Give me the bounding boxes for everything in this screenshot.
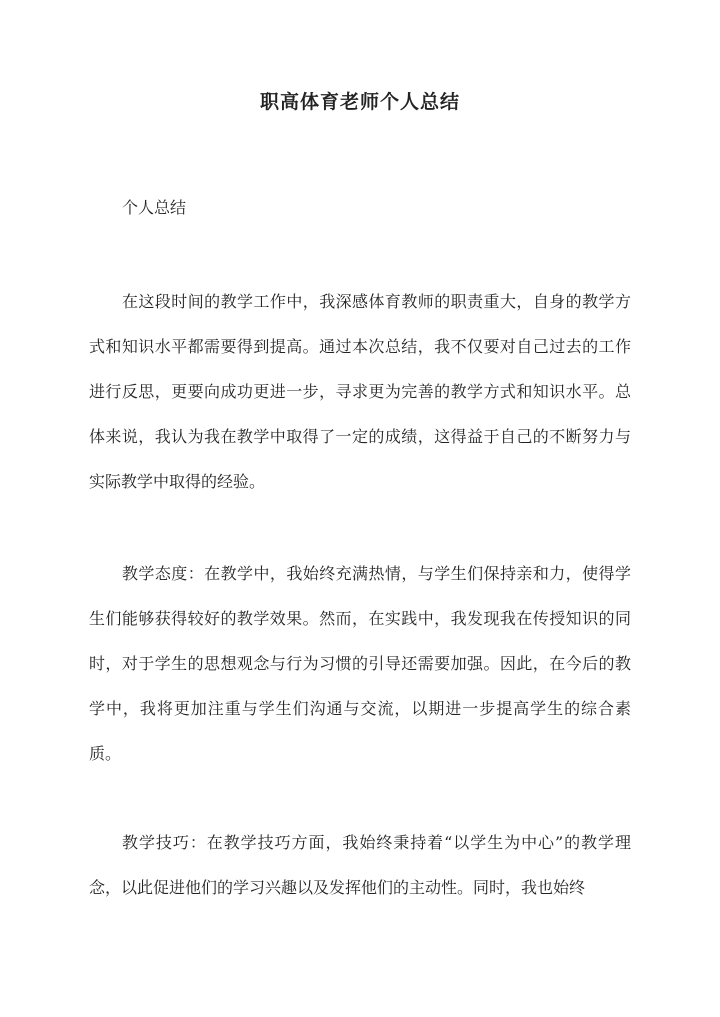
paragraph-teaching-attitude: 教学态度：在教学中，我始终充满热情，与学生们保持亲和力，使得学生们能够获得较好的教学效果。然而，在实践中，我发现我在传授知识的同时，对于学生的思想观念与行为习惯的引导还需要加强。因此，在今后的教学中，我将更加注重与学生们沟通与交流，以期进一步提高学生的综合素质。: [89, 564, 631, 763]
document-title: 职高体育老师个人总结: [259, 91, 460, 113]
paragraph-intro: 在这段时间的教学工作中，我深感体育教师的职责重大，自身的教学方式和知识水平都需要得到提高。通过本次总结，我不仅要对自己过去的工作进行反思，更要向成功更进一步，寻求更为完善的教学方式和知识水平。总体来说，我认为我在教学中取得了一定的成绩，这得益于自己的不断努力与实际教学中取得的经验。: [89, 292, 631, 491]
paragraph-teaching-skills: 教学技巧：在教学技巧方面，我始终秉持着“以学生为中心”的教学理念，以此促进他们的学习兴趣以及发挥他们的主动性。同时，我也始终: [89, 833, 631, 897]
section-heading: 个人总结: [122, 198, 187, 217]
